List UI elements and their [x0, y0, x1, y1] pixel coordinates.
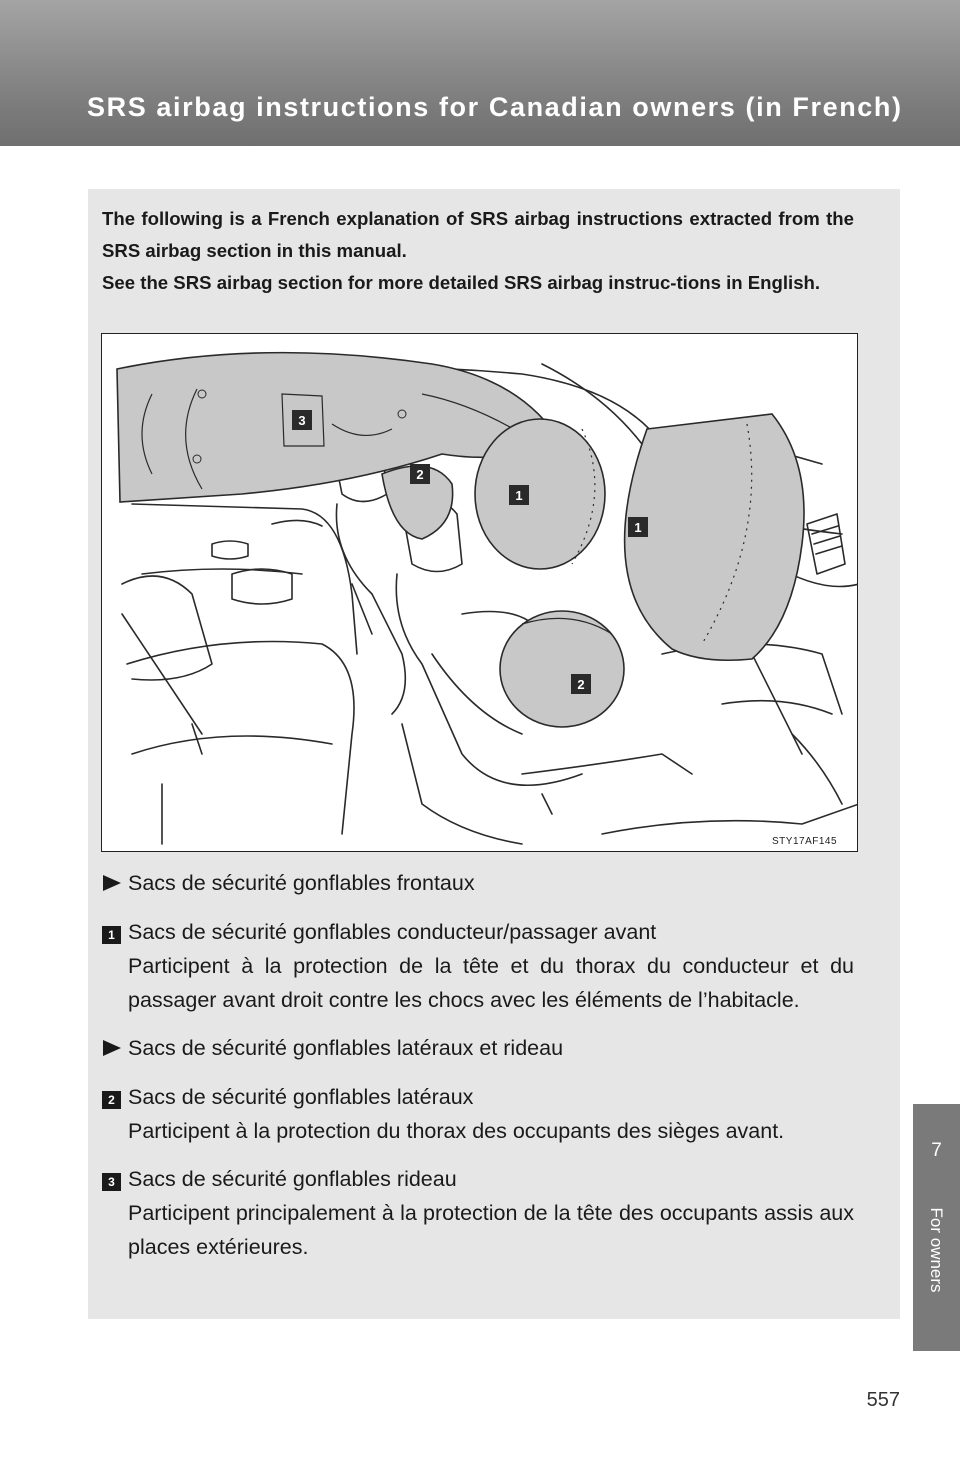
callout-2-lower [571, 674, 591, 694]
callout-3-label: 3 [298, 413, 306, 428]
callout-1-passenger-label: 1 [634, 520, 642, 535]
item-2-title: Sacs de sécurité gonflables latéraux [128, 1085, 474, 1109]
number-1-icon: 1 [102, 926, 121, 944]
chapter-label: For owners [927, 1207, 946, 1293]
frontal-heading-row [102, 866, 854, 901]
item-1-description: Participent à la protection de la tête et du thorax du conducteur et du passager avant droit contre les chocs avec les éléments de l’habitacle. [128, 954, 854, 1012]
side-curtain-heading: Sacs de sécurité gonflables latéraux et rideau [128, 1036, 564, 1060]
figure-code: STY17AF145 [772, 836, 838, 847]
airbag-descriptions [102, 866, 854, 1264]
triangle-bullet-icon [103, 875, 121, 891]
item-2-row [102, 1080, 854, 1114]
intro-text [102, 203, 854, 299]
item-3-title: Sacs de sécurité gonflables rideau [128, 1167, 457, 1191]
item-1-title: Sacs de sécurité gonflables conducteur/passager avant [128, 920, 657, 944]
airbag-illustration [101, 333, 858, 852]
side-curtain-heading-row [102, 1031, 854, 1066]
callout-1-passenger [628, 517, 648, 537]
item-3-row [102, 1162, 854, 1196]
callout-1-driver-label: 1 [515, 488, 523, 503]
callout-2-upper [410, 464, 430, 484]
callout-1-driver [509, 485, 529, 505]
item-1-row [102, 915, 854, 949]
page-header [0, 0, 960, 146]
car-interior-drawing [102, 334, 858, 852]
page-title: SRS airbag instructions for Canadian owners (in French) [87, 92, 903, 122]
chapter-number: 7 [931, 1140, 942, 1161]
callout-3 [292, 410, 312, 430]
callout-2-lower-label: 2 [577, 677, 585, 692]
frontal-heading: Sacs de sécurité gonflables frontaux [128, 871, 475, 895]
item-2-description: Participent à la protection du thorax des occupants des sièges avant. [128, 1119, 785, 1143]
number-2-icon: 2 [102, 1091, 121, 1109]
intro-paragraph-2: See the SRS airbag section for more detailed SRS airbag instruc-tions in English. [102, 272, 821, 293]
intro-paragraph-1: The following is a French explanation of SRS airbag instructions extracted from the SRS airbag section in this manual. [102, 208, 854, 261]
triangle-bullet-icon [103, 1040, 121, 1056]
page-number: 557 [866, 1389, 900, 1411]
callout-2-upper-label: 2 [416, 467, 424, 482]
number-3-icon: 3 [102, 1173, 121, 1191]
item-3-description: Participent principalement à la protection de la tête des occupants assis aux places extérieures. [128, 1201, 854, 1259]
